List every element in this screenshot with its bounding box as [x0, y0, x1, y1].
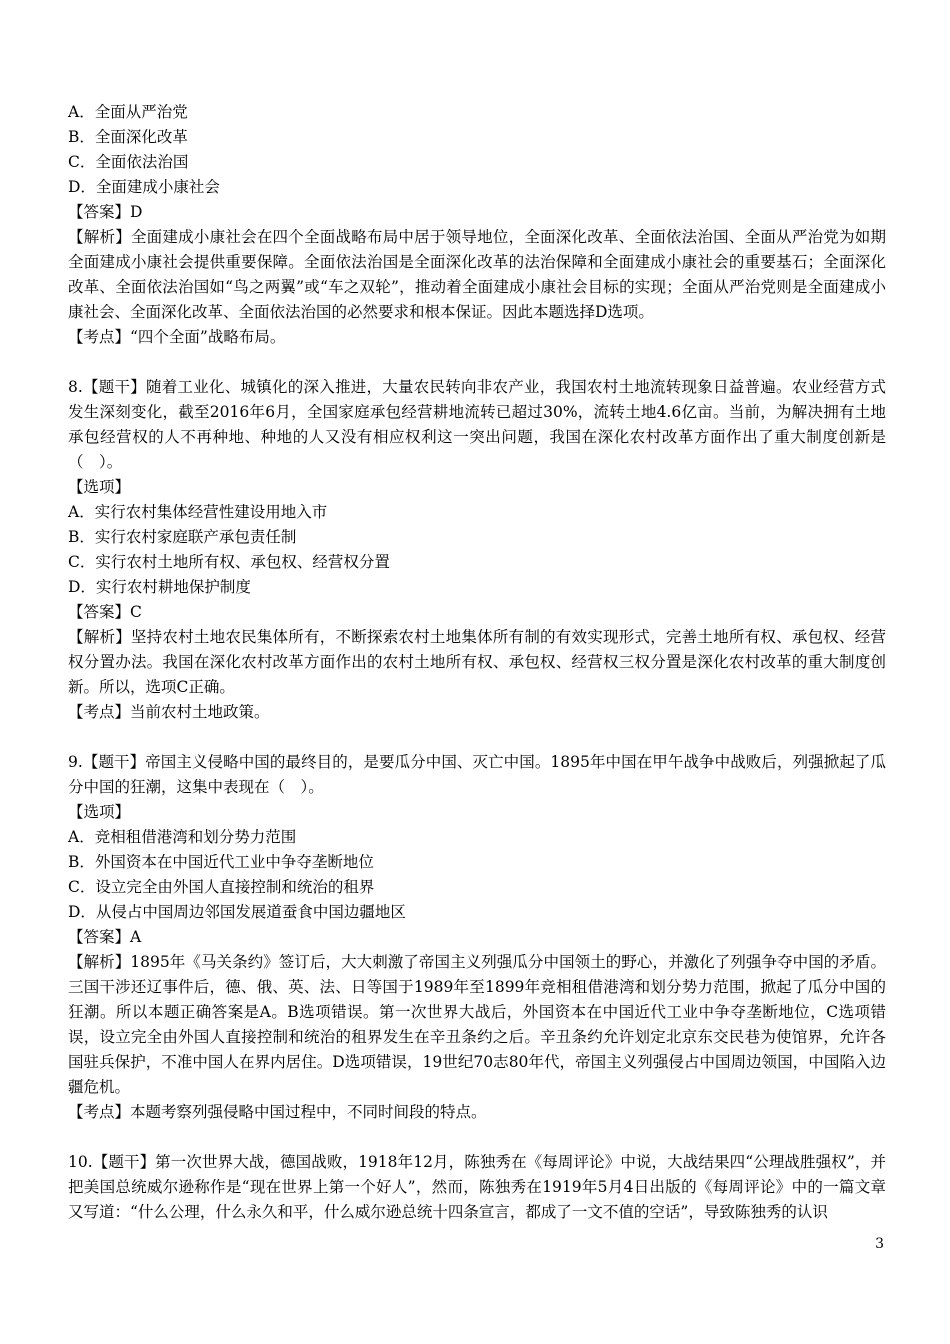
- options-label: 【选项】: [68, 478, 131, 496]
- exam-point: 【考点】本题考察列强侵略中国过程中，不同时间段的特点。: [68, 1103, 487, 1121]
- spacer: [68, 1125, 886, 1150]
- question-8: [68, 375, 886, 725]
- document-page: [68, 100, 886, 1225]
- option-b: B．实行农村家庭联产承包责任制: [68, 528, 297, 546]
- option-d: D．全面建成小康社会: [68, 178, 220, 196]
- question-9: [68, 750, 886, 1125]
- analysis: 【解析】坚持农村土地农民集体所有，不断探索农村土地集体所有制的有效实现形式，完善土地所有权、承包权、经营权分置办法。我国在深化农村改革方面作出的农村土地所有权、承包权、经营权三权分置是深化农村改革的重大制度创新。所以，选项C正确。: [68, 628, 886, 696]
- option-b: B．外国资本在中国近代工业中争夺垄断地位: [68, 853, 374, 871]
- spacer: [68, 350, 886, 375]
- answer: 【答案】A: [68, 928, 142, 946]
- option-a: A．全面从严治党: [68, 103, 188, 121]
- option-d: D．实行农村耕地保护制度: [68, 578, 251, 596]
- option-c: C．设立完全由外国人直接控制和统治的租界: [68, 878, 375, 896]
- question-stem: 8.【题干】随着工业化、城镇化的深入推进，大量农民转向非农产业，我国农村土地流转现象日益普遍。农业经营方式发生深刻变化，截至2016年6月，全国家庭承包经营耕地流转已超过30%，流转土地4.6亿亩。当前，为解决拥有土地承包经营权的人不再种地、种地的人又没有相应权利这一突出问题，我国在深化农村改革方面作出了重大制度创新是（ ）。: [68, 378, 886, 471]
- options-label: 【选项】: [68, 803, 131, 821]
- question-stem: 9.【题干】帝国主义侵略中国的最终目的，是要瓜分中国、灭亡中国。1895年中国在甲午战争中战败后，列强掀起了瓜分中国的狂潮，这集中表现在（ ）。: [68, 753, 886, 796]
- option-a: A．竞相租借港湾和划分势力范围: [68, 828, 297, 846]
- answer: 【答案】D: [68, 203, 143, 221]
- option-a: A．实行农村集体经营性建设用地入市: [68, 503, 328, 521]
- question-7-tail: [68, 100, 886, 350]
- option-b: B．全面深化改革: [68, 128, 188, 146]
- analysis: 【解析】1895年《马关条约》签订后，大大刺激了帝国主义列强瓜分中国领土的野心，并激化了列强争夺中国的矛盾。三国干涉还辽事件后，德、俄、英、法、日等国于1989年至1899年竞相租借港湾和划分势力范围，掀起了瓜分中国的狂潮。所以本题正确答案是A。B选项错误。第一次世界大战后，外国资本在中国近代工业中争夺垄断地位，C选项错误，设立完全由外国人直接控制和统治的租界发生在辛丑条约之后。辛丑条约允许划定北京东交民巷为使馆界，允许各国驻兵保护，不准中国人在界内居住。D选项错误，19世纪70志80年代，帝国主义列强侵占中国周边领国，中国陷入边疆危机。: [68, 953, 886, 1096]
- answer: 【答案】C: [68, 603, 142, 621]
- option-d: D．从侵占中国周边邻国发展道蚕食中国边疆地区: [68, 903, 406, 921]
- exam-point: 【考点】当前农村土地政策。: [68, 703, 270, 721]
- spacer: [68, 725, 886, 750]
- option-c: C．实行农村土地所有权、承包权、经营权分置: [68, 553, 390, 571]
- analysis: 【解析】全面建成小康社会在四个全面战略布局中居于领导地位，全面深化改革、全面依法治国、全面从严治党为如期全面建成小康社会提供重要保障。全面依法治国是全面深化改革的法治保障和全面建成小康社会的重要基石；全面深化改革、全面依法治国如“鸟之两翼”或“车之双轮”，推动着全面建成小康社会目标的实现；全面从严治党则是全面建成小康社会、全面深化改革、全面依法治国的必然要求和根本保证。因此本题选择D选项。: [68, 228, 886, 321]
- question-10: [68, 1150, 886, 1225]
- question-stem: 10.【题干】第一次世界大战，德国战败，1918年12月，陈独秀在《每周评论》中说，大战结果四“公理战胜强权”，并把美国总统威尔逊称作是“现在世界上第一个好人”，然而，陈独秀在1919年5月4日出版的《每周评论》中的一篇文章又写道：“什么公理，什么永久和平，什么威尔逊总统十四条宣言，都成了一文不值的空话”，导致陈独秀的认识: [68, 1153, 886, 1221]
- page-number: 3: [875, 1236, 884, 1252]
- option-c: C．全面依法治国: [68, 153, 189, 171]
- exam-point: 【考点】“四个全面”战略布局。: [68, 328, 286, 346]
